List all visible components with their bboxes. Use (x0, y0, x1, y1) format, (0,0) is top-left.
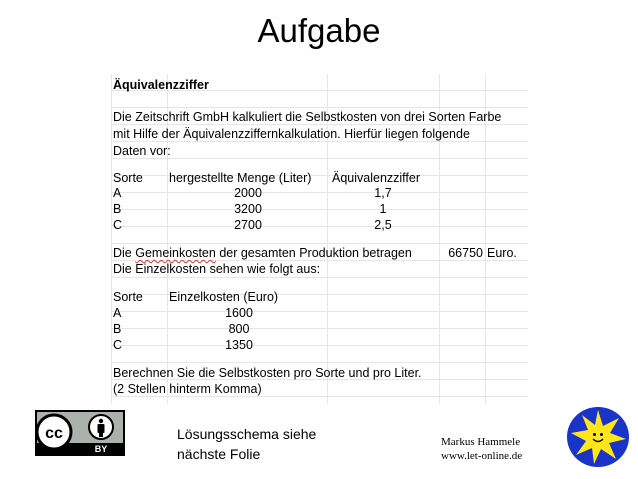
sun-logo (566, 406, 630, 468)
gemeinkosten-rest: der gesamten Produktion betragen (215, 246, 412, 260)
einzelkosten-intro: Die Einzelkosten sehen wie folgt aus: (113, 262, 321, 276)
table1-header-ziffer: Äquivalenzziffer (332, 171, 421, 185)
table1-ziffer: 1 (379, 202, 387, 216)
gemeinkosten-keyword: Gemeinkosten (135, 246, 216, 260)
intro-line: mit Hilfe der Äquivalenzziffernkalkulation. Hierfür liegen folgende (113, 127, 470, 141)
gemeinkosten-prefix: Die (113, 246, 136, 260)
table2-kosten: 1350 (225, 338, 253, 352)
table2-row (111, 305, 528, 322)
table1-sorte: C (113, 218, 123, 232)
table2-header-sorte: Sorte (113, 290, 143, 304)
table2-kosten: 800 (228, 322, 250, 336)
table2-row (111, 337, 528, 354)
gemeinkosten-amount: 66750 (448, 246, 483, 260)
table1-row (111, 185, 528, 202)
table1-row (111, 201, 528, 218)
slide-title: Aufgabe (257, 12, 381, 49)
sheet-column-line (111, 74, 112, 404)
table2-sorte: B (113, 322, 122, 336)
spreadsheet-area (111, 74, 528, 404)
author-website: www.let-online.de (441, 450, 523, 462)
table2-header-kosten: Einzelkosten (Euro) (169, 290, 279, 304)
cc-mark-text: cc (45, 425, 63, 442)
table1-menge: 2000 (234, 186, 262, 200)
table1-menge: 3200 (234, 202, 262, 216)
task-line: Berechnen Sie die Selbstkosten pro Sorte und pro Liter. (113, 366, 422, 380)
gemeinkosten-text (113, 245, 412, 262)
task-line: (2 Stellen hinterm Komma) (113, 382, 262, 396)
table1-header-sorte: Sorte (113, 171, 143, 185)
solution-hint-line1: Lösungsschema siehe (177, 426, 317, 442)
solution-hint-line2: nächste Folie (177, 446, 261, 462)
creative-commons-by-badge (35, 410, 125, 456)
table2-header-row (111, 289, 528, 306)
table1-row (111, 217, 528, 234)
table2-kosten: 1600 (225, 306, 253, 320)
solution-hint (177, 424, 316, 464)
cc-by-label: BY (94, 444, 108, 454)
gemeinkosten-unit: Euro. (487, 246, 517, 260)
table1-sorte: A (113, 186, 122, 200)
author-name: Markus Hammele (441, 436, 521, 448)
author-credit (441, 435, 522, 463)
gemeinkosten-row (111, 245, 528, 262)
table1-header-menge: hergestellte Menge (Liter) (169, 171, 312, 185)
sheet-heading: Äquivalenzziffer (113, 78, 209, 92)
table1-sorte: B (113, 202, 122, 216)
table2-sorte: C (113, 338, 123, 352)
table1-ziffer: 1,7 (374, 186, 392, 200)
table1-ziffer: 2,5 (374, 218, 392, 232)
intro-line: Daten vor: (113, 144, 171, 158)
table1-menge: 2700 (234, 218, 262, 232)
table2-row (111, 321, 528, 338)
table2-sorte: A (113, 306, 122, 320)
intro-line: Die Zeitschrift GmbH kalkuliert die Selbstkosten von drei Sorten Farbe (113, 110, 502, 124)
